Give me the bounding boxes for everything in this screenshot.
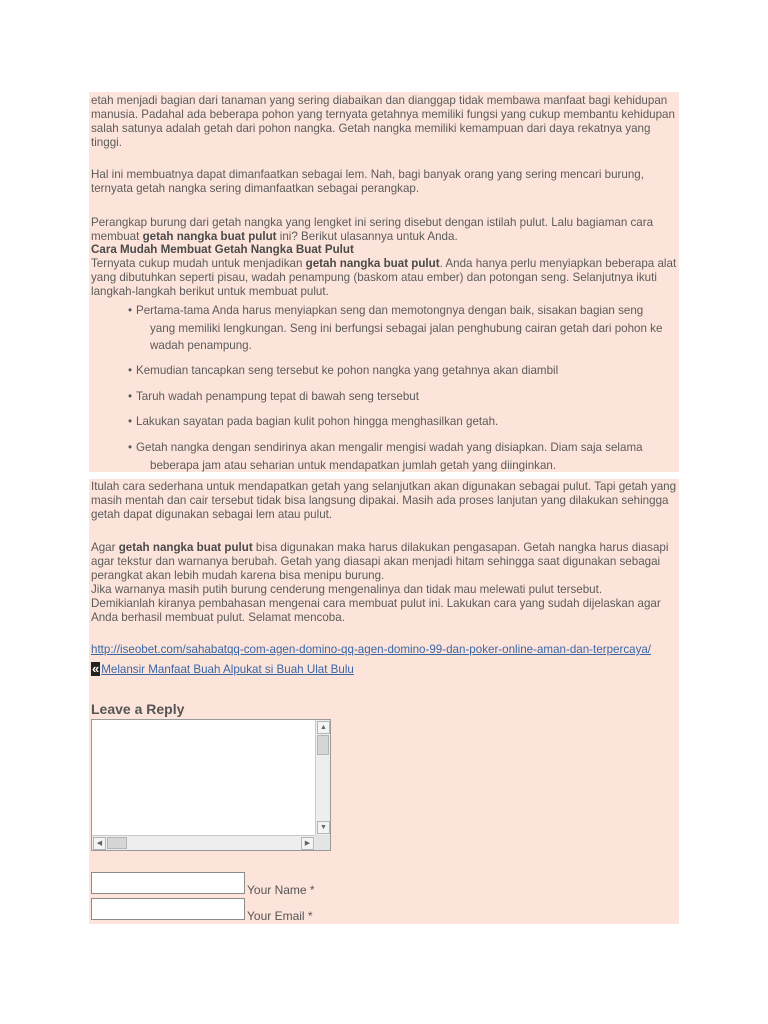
list-item: • Lakukan sayatan pada bagian kulit pohon hingga menghasilkan getah. <box>128 413 684 431</box>
keyword-bold: getah nangka buat pulut <box>305 257 440 270</box>
scroll-down-icon[interactable]: ▼ <box>317 821 330 834</box>
keyword-bold: getah nangka buat pulut <box>142 230 277 243</box>
list-item: • Pertama-tama Anda harus menyiapkan seng dan memotongnya dengan baik, sisakan bagian seng yang memiliki lengkungan. Seng ini berfungsi sebagai jalan penghubung cairan getah dari pohon ke wadah penampung. <box>128 304 663 352</box>
email-input[interactable] <box>91 898 245 920</box>
article-subheading: Cara Mudah Membuat Getah Nangka Buat Pulut <box>91 243 354 256</box>
vertical-scrollbar[interactable] <box>315 720 330 835</box>
article-paragraph-intro: etah menjadi bagian dari tanaman yang sering diabaikan dan dianggap tidak membawa manfaat bagi kehidupan manusia. Padahal ada beberapa pohon yang ternyata getahnya memiliki fungsi yang cukup membantu kehidupan salah satunya adalah getah dari pohon nangka. Getah nangka memiliki kemampuan dari daya rekatnya yang tinggi. <box>91 94 675 149</box>
bullet-icon: • <box>128 304 133 317</box>
scroll-corner <box>315 835 330 850</box>
email-label: Your Email * <box>247 909 313 923</box>
comment-textarea[interactable] <box>91 719 331 851</box>
scroll-up-icon[interactable]: ▲ <box>317 721 330 734</box>
article-paragraph-conclusion: Itulah cara sederhana untuk mendapatkan getah yang selanjutkan akan digunakan sebagai pulut. Tapi getah yang masih mentah dan cair tersebut tidak bisa langsung dipakai. Masih ada proses lanjutan yang dilakukan sehingga getah dapat digunakan sebagai lem atau pulut. <box>91 480 677 521</box>
article-paragraph-steps-intro: Ternyata cukup mudah untuk menjadikan getah nangka buat pulut. Anda hanya perlu menyiapkan beberapa alat yang dibutuhkan seperti pisau, wadah penampung (baskom atau ember) dan potongan seng. Selanjutnya ikuti langkah-langkah berikut untuk membuat pulut. <box>91 257 677 298</box>
article-paragraph-perangkap: Perangkap burung dari getah nangka yang lengket ini sering disebut dengan istilah pulut. Lalu bagiaman cara membuat getah nangka buat pulut ini? Berikut ulasannya untuk Anda. <box>91 216 654 243</box>
scroll-left-icon[interactable]: ◀ <box>93 837 106 850</box>
article-paragraph-lem: Hal ini membuatnya dapat dimanfaatkan sebagai lem. Nah, bagi banyak orang yang sering mencari burung, ternyata getah nangka sering dimanfaatkan sebagai perangkap. <box>91 168 644 195</box>
bullet-icon: • <box>128 441 133 454</box>
list-item: • Kemudian tancapkan seng tersebut ke pohon nangka yang getahnya akan diambil <box>128 362 684 380</box>
bullet-icon: • <box>128 364 133 377</box>
horizontal-scrollbar[interactable] <box>92 835 315 850</box>
vertical-scroll-thumb[interactable] <box>317 735 329 755</box>
previous-post-nav <box>91 662 681 677</box>
leave-reply-heading: Leave a Reply <box>91 701 185 717</box>
external-link[interactable]: http://iseobet.com/sahabatqq-com-agen-domino-qq-agen-domino-99-dan-poker-online-aman-dan-terpercaya/ <box>91 643 652 656</box>
article-paragraph-warna: Jika warnanya masih putih burung cenderung mengenalinya dan tidak mau melewati pulut tersebut. <box>91 583 603 596</box>
article-paragraph-closing: Demikianlah kiranya pembahasan mengenai cara membuat pulut ini. Lakukan cara yang sudah dijelaskan agar Anda berhasil membuat pulut. Selamat mencoba. <box>91 597 661 624</box>
article-paragraph-pengasapan: Agar getah nangka buat pulut bisa digunakan maka harus dilakukan pengasapan. Getah nangka harus diasapi agar tekstur dan warnanya berubah. Getah yang diasapi akan menjadi hitam sehingga saat digunakan sebagai perangkat akan lebih mudah karena bisa menipu burung. <box>91 541 669 582</box>
previous-arrow-icon: « <box>92 661 100 676</box>
name-input[interactable] <box>91 872 245 894</box>
horizontal-scroll-thumb[interactable] <box>107 837 127 849</box>
external-link-paragraph <box>91 643 681 657</box>
name-label: Your Name * <box>247 883 315 897</box>
scroll-right-icon[interactable]: ▶ <box>301 837 314 850</box>
list-item: • Getah nangka dengan sendirinya akan mengalir mengisi wadah yang disiapkan. Diam saja selama beberapa jam atau seharian untuk mendapatkan jumlah getah yang diinginkan. <box>128 441 643 472</box>
previous-post-link[interactable]: Melansir Manfaat Buah Alpukat si Buah Ulat Bulu <box>101 663 354 676</box>
keyword-bold: getah nangka buat pulut <box>118 541 253 554</box>
bullet-icon: • <box>128 390 133 403</box>
bullet-icon: • <box>128 415 133 428</box>
list-item: • Taruh wadah penampung tepat di bawah seng tersebut <box>128 388 684 406</box>
